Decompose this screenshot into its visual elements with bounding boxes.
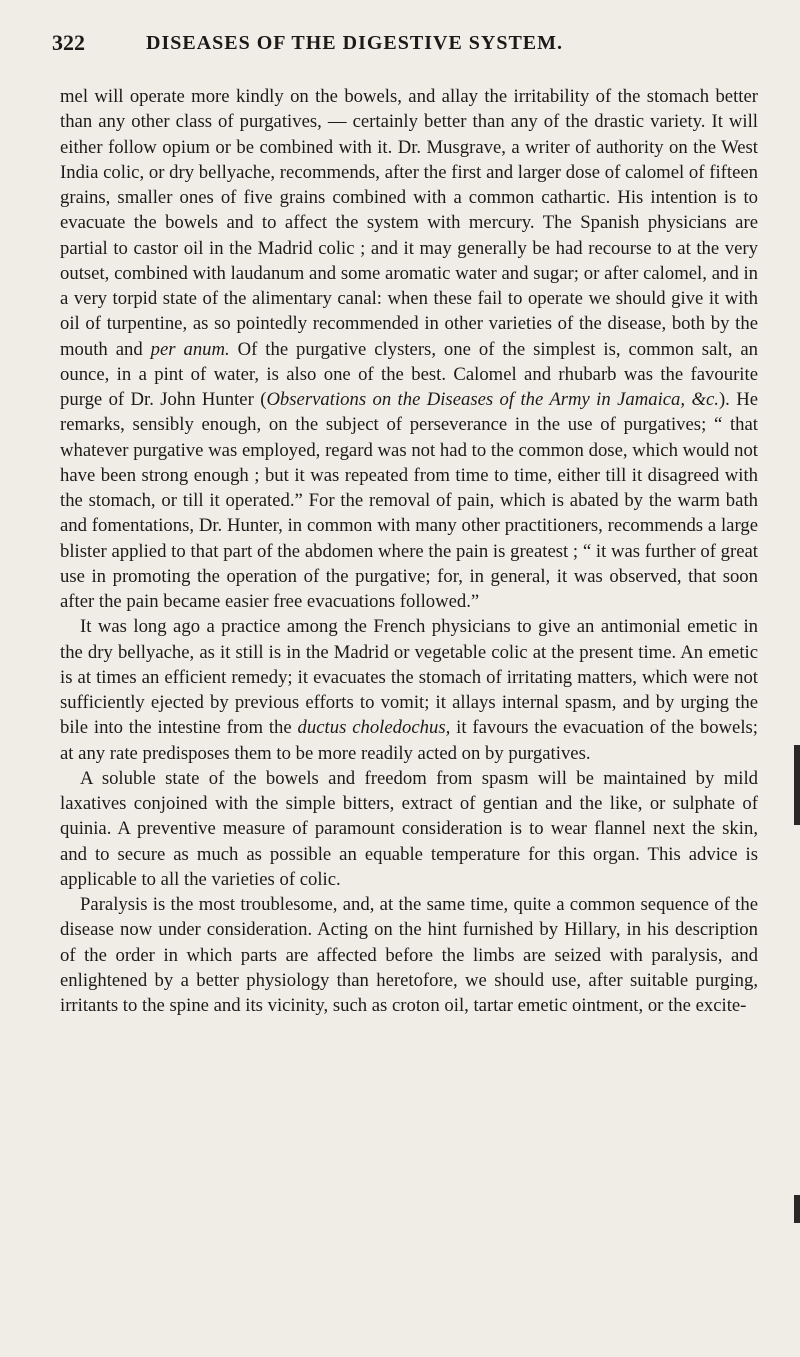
page-edge-shadow [794, 1195, 800, 1223]
text-run: Paralysis is the most troublesome, and, at the same time, quite a common sequence of the disease now under consideration. Acting on the hint furnished by Hillary, in his description of the order in which parts are affected before the limbs are seized with paralysis, and enlightened by a better physiology than heretofore, we should use, after suitable purging, irritants to the spine and its vicinity, such as croton oil, tartar emetic ointment, or the excite- [60, 894, 758, 1016]
italic-text-run: per anum. [150, 338, 230, 360]
text-run: ). He remarks, sensibly enough, on the subject of perseverance in the use of purgatives; “ that whatever purgative was employed, regard was not had to the common dose, which would not have been strong enough ; but it was repeated from time to time, either till it disagreed with the stomach, or till it operated.” For the removal of pain, which is abated by the warm bath and fomentations, Dr. Hunter, in common with many other practitioners, recommends a large blister applied to that part of the abdomen where the pain is greatest ; “ it was further of great use in promoting the operation of the purgative; for, in general, it was observed, that soon after the pain became easier free evacuations followed.” [60, 389, 759, 612]
body-text [60, 84, 758, 1018]
running-title: DISEASES OF THE DIGESTIVE SYSTEM. [146, 32, 564, 54]
text-run: A soluble state of the bowels and freedom from spasm will be maintained by mild laxatives conjoined with the simple bitters, extract of gentian and the like, or sulphate of quinia. A preventive measure of paramount consideration is to wear flannel next the skin, and to secure as much as possible an equable temperature for this organ. This advice is applicable to all the varieties of colic. [60, 767, 758, 890]
text-run: it favours the evacuation of the bowels; at any rate predisposes them to be more readily acted on by purgatives. [60, 717, 758, 764]
text-run: mel will operate more kindly on the bowels, and allay the irritability of the stomach better than any other class of purgatives, — certainly better than any of the drastic variety. It will either follow opium or be combined with it. Dr. Musgrave, a writer of authority on the West India colic, or dry bellyache, recommends, after the first and larger dose of calomel of fifteen grains, smaller ones of five grains combined with a common cathartic. His intention is to evacuate the bowels and to affect the system with mercury. The Spanish physicians are partial to castor oil in the Madrid colic ; and it may generally be had recourse to at the very outset, combined with laudanum and some aromatic water and sugar; or after calomel, and in a very torpid state of the alimentary canal: when these fail to operate we should give it with oil of turpentine, as so pointedly recommended in other varieties of the disease, both by the mouth and [60, 86, 758, 360]
paragraph-2 [60, 614, 758, 766]
page-header [52, 30, 772, 60]
paragraph-3 [60, 766, 758, 892]
italic-text-run: ductus choledochus, [297, 717, 451, 739]
paragraph-4 [60, 892, 758, 1018]
page-number: 322 [52, 30, 85, 55]
paragraph-1 [60, 84, 758, 614]
text-run: Of the purgative clysters, one of the simplest is, common salt, an ounce, in a pint of water, is also one of the best. Calomel and rhubarb was the favourite purge of Dr. John Hunter ( [60, 338, 758, 410]
italic-text-run: Observations on the Diseases of the Army in Jamaica, &c. [266, 389, 719, 410]
text-run: It was long ago a practice among the French physicians to give an antimonial emetic in the dry bellyache, as it still is in the Madrid or vegetable colic at the present time. An emetic is at times an efficient remedy; it evacuates the stomach of irritating matters, which were not sufficiently ejected by previous efforts to vomit; it allays internal spasm, and by urging the bile into the intestine from the [60, 616, 758, 739]
page-edge-shadow [794, 745, 800, 825]
